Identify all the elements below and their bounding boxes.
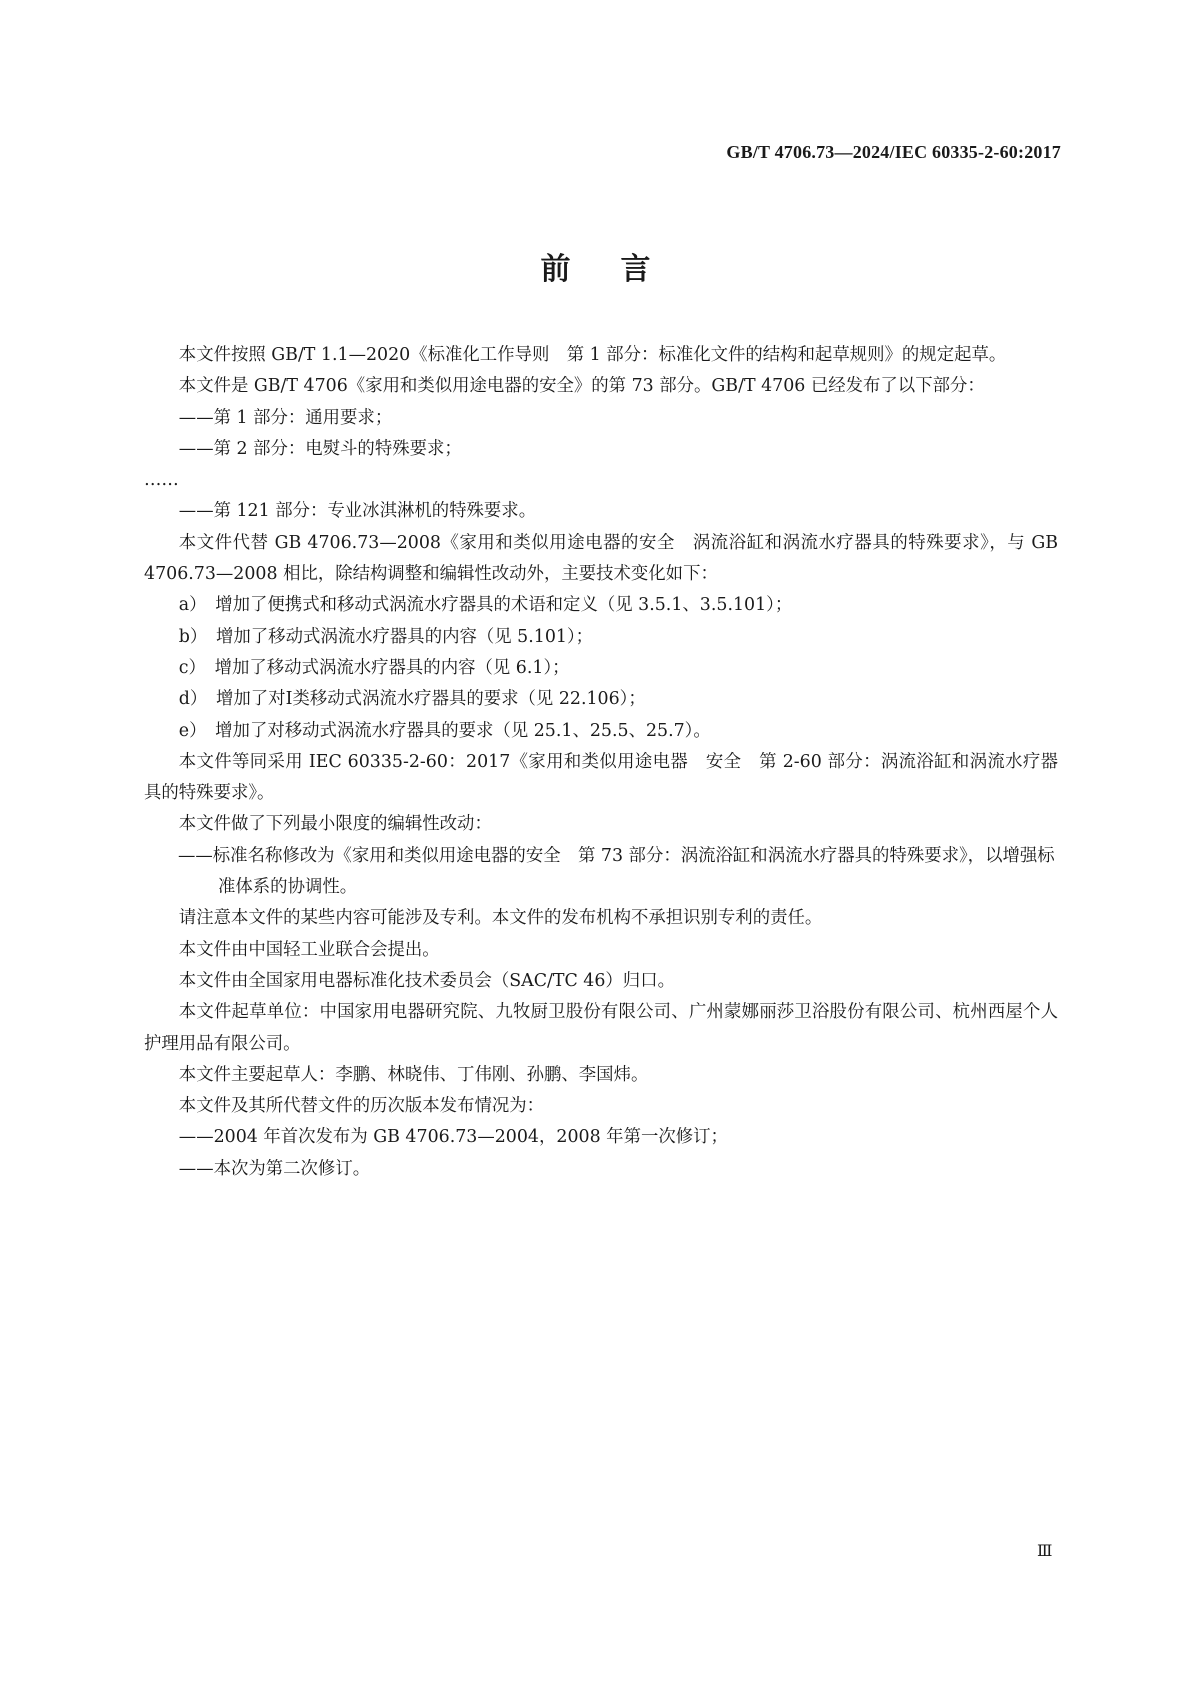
paragraph-identical-adoption: 本文件等同采用 IEC 60335-2-60：2017《家用和类似用途电器 安全 第 2-60 部分：涡流浴缸和涡流水疗器具的特殊要求》。 [144, 751, 1058, 804]
change-item-a: a） 增加了便携式和移动式涡流水疗器具的术语和定义（见 3.5.1、3.5.101）； [178, 595, 793, 616]
list-item-part-1: ——第 1 部分：通用要求； [178, 407, 393, 428]
change-item-e: e） 增加了对移动式涡流水疗器具的要求（见 25.1、25.5、25.7）。 [178, 720, 711, 741]
list-item-history-2004: ——2004 年首次发布为 GB 4706.73—2004，2008 年第一次修订； [178, 1127, 728, 1148]
paragraph-editorial-changes: 本文件做了下列最小限度的编辑性改动： [178, 814, 492, 835]
list-ellipsis: …… [144, 470, 179, 491]
list-item-title-change: ——标准名称修改为《家用和类似用途电器的安全 第 73 部分：涡流浴缸和涡流水疗器具的特殊要求》，以增强标准体系的协调性。 [178, 845, 1055, 898]
paragraph-proposed-by: 本文件由中国轻工业联合会提出。 [178, 939, 440, 960]
paragraph-drafting-rules: 本文件按照 GB/T 1.1—2020《标准化工作导则 第 1 部分：标准化文件的结构和起草规则》的规定起草。 [178, 345, 1007, 365]
paragraph-replaces: 本文件代替 GB 4706.73—2008《家用和类似用途电器的安全 涡流浴缸和涡流水疗器具的特殊要求》，与 GB 4706.73—2008 相比，除结构调整和编辑性改动外，主要技术变化如下： [144, 532, 1058, 585]
paragraph-under-jurisdiction: 本文件由全国家用电器标准化技术委员会（SAC/TC 46）归口。 [178, 970, 675, 991]
page-number: Ⅲ [1037, 1541, 1053, 1560]
page-title: 前言 [540, 252, 701, 287]
paragraph-series-intro: 本文件是 GB/T 4706《家用和类似用途电器的安全》的第 73 部分。GB/T 4706 已经发布了以下部分： [178, 376, 985, 397]
paragraph-history-intro: 本文件及其所代替文件的历次版本发布情况为： [178, 1096, 545, 1117]
standard-number-header: GB/T 4706.73—2024/IEC 60335-2-60:2017 [726, 142, 1061, 162]
paragraph-patent-notice: 请注意本文件的某些内容可能涉及专利。本文件的发布机构不承担识别专利的责任。 [178, 908, 823, 929]
paragraph-drafters: 本文件主要起草人：李鹏、林晓伟、丁伟刚、孙鹏、李国炜。 [178, 1064, 649, 1085]
change-item-b: b） 增加了移动式涡流水疗器具的内容（见 5.101）； [178, 626, 594, 647]
change-item-d: d） 增加了对Ⅰ类移动式涡流水疗器具的要求（见 22.106）； [178, 689, 646, 710]
paragraph-drafting-organizations: 本文件起草单位：中国家用电器研究院、九牧厨卫股份有限公司、广州蒙娜丽莎卫浴股份有限公司、杭州西屋个人护理用品有限公司。 [144, 1002, 1058, 1054]
list-item-part-2: ——第 2 部分：电熨斗的特殊要求； [178, 438, 462, 459]
list-item-history-current: ——本次为第二次修订。 [178, 1158, 371, 1179]
change-item-c: c） 增加了移动式涡流水疗器具的内容（见 6.1）； [178, 657, 570, 678]
preface-body [144, 340, 1058, 1185]
list-item-part-121: ——第 121 部分：专业冰淇淋机的特殊要求。 [178, 501, 537, 522]
